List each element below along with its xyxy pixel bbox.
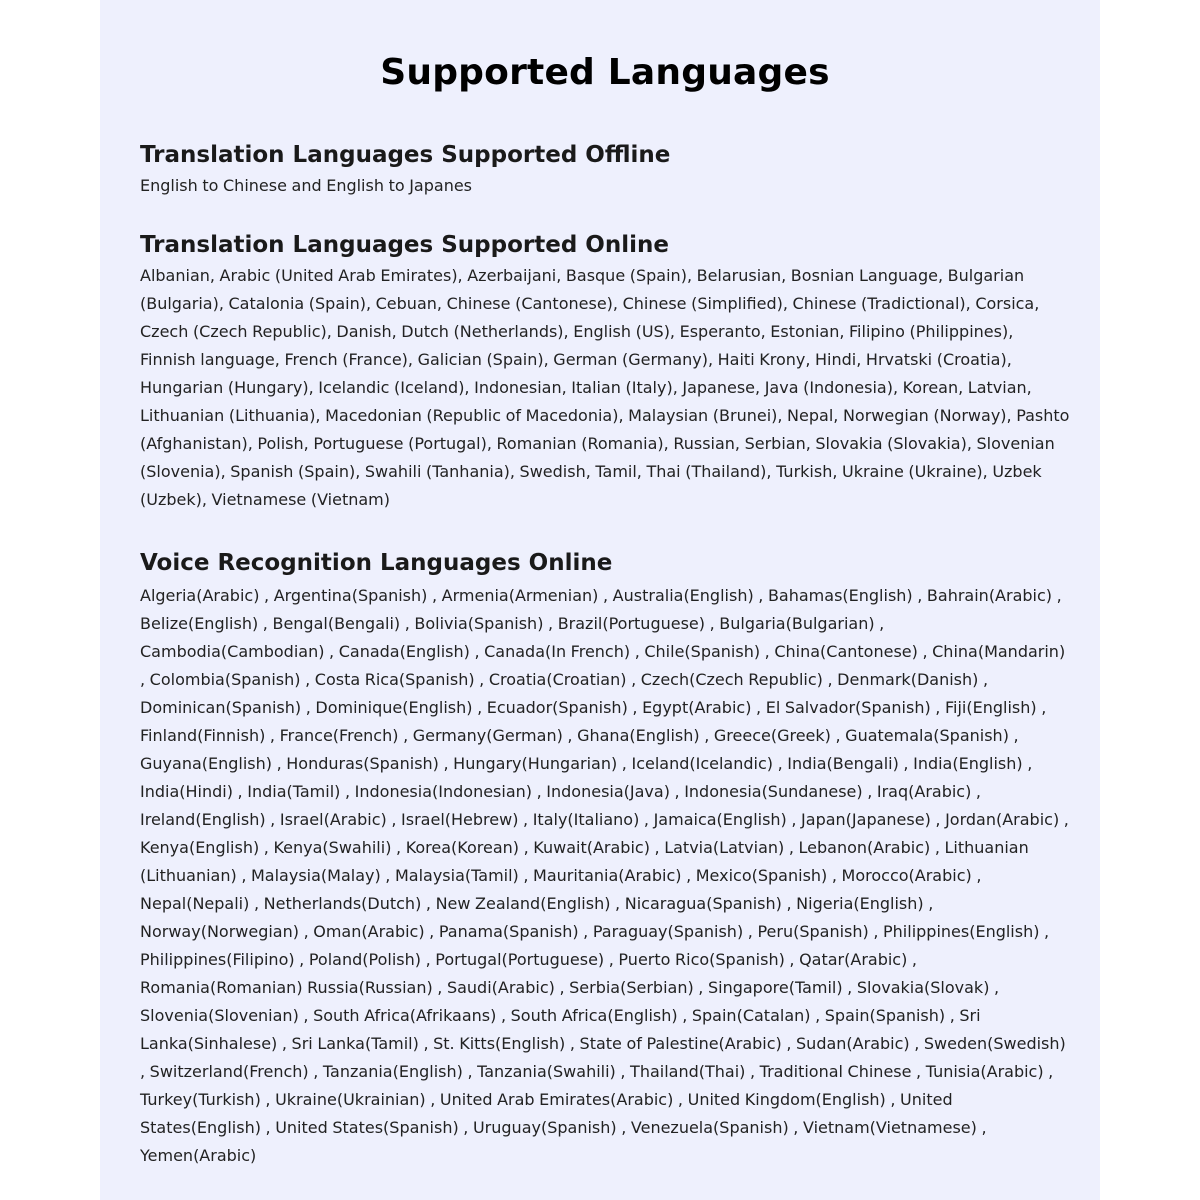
section-title: Translation Languages Supported Online [140, 232, 669, 258]
page-title: Supported Languages [380, 52, 830, 93]
section-body: English to Chinese and English to Japanes [140, 176, 473, 195]
section-body: Albanian, Arabic (United Arab Emirates), Azerbaijani, Basque (Spain), Belarusian, Bosnian Language, Bulgarian (Bulgaria), Catalonia (Spain), Cebuan, Chinese (Cantonese), Chinese (Simplified), Chinese (Tradictional), Corsica, Czech (Czech Republic), Danish, Dutch (Netherlands), English (US), Esperanto, Estonian, Filipino (Philippines), Finnish language, French (France), Galician (Spain), German (Germany), Haiti Krony, Hindi, Hrvatski (Croatia), Hungarian (Hungary), Icelandic (Iceland), Indonesian, Italian (Italy), Japanese, Java (Indonesia), Korean, Latvian, Lithuanian (Lithuania), Macedonian (Republic of Macedonia), Malaysian (Brunei), Nepal, Norwegian (Norway), Pashto (Afghanistan), Polish, Portuguese (Portugal), Romanian (Romania), Russian, Serbian, Slovakia (Slovakia), Slovenian (Slovenia), Spanish (Spain), Swahili (Tanhania), Swedish, Tamil, Thai (Thailand), Turkish, Ukraine (Ukraine), Uzbek (Uzbek), Vietnamese (Vietnam) [140, 266, 1070, 509]
section-body: Algeria(Arabic) , Argentina(Spanish) , Armenia(Armenian) , Australia(English) , Bahamas(English) , Bahrain(Arabic) , Belize(English) , Bengal(Bengali) , Bolivia(Spanish) , Brazil(Portuguese) , Bulgaria(Bulgarian) , Cambodia(Cambodian) , Canada(English) , Canada(In French) , Chile(Spanish) , China(Cantonese) , China(Mandarin) , Colombia(Spanish) , Costa Rica(Spanish) , Croatia(Croatian) , Czech(Czech Republic) , Denmark(Danish) , Dominican(Spanish) , Dominique(English) , Ecuador(Spanish) , Egypt(Arabic) , El Salvador(Spanish) , Fiji(English) , Finland(Finnish) , France(French) , Germany(German) , Ghana(English) , Greece(Greek) , Guatemala(Spanish) , Guyana(English) , Honduras(Spanish) , Hungary(Hungarian) , Iceland(Icelandic) , India(Bengali) , India(English) , India(Hindi) , India(Tamil) , Indonesia(Indonesian) , Indonesia(Java) , Indonesia(Sundanese) , Iraq(Arabic) , Ireland(English) , Israel(Arabic) , Israel(Hebrew) , Italy(Italiano) , Jamaica(English) , Japan(Japanese) , Jordan(Arabic) , Kenya(English) , Kenya(Swahili) , Korea(Korean) , Kuwait(Arabic) , Latvia(Latvian) , Lebanon(Arabic) , Lithuanian (Lithuanian) , Malaysia(Malay) , Malaysia(Tamil) , Mauritania(Arabic) , Mexico(Spanish) , Morocco(Arabic) , Nepal(Nepali) , Netherlands(Dutch) , New Zealand(English) , Nicaragua(Spanish) , Nigeria(English) , Norway(Norwegian) , Oman(Arabic) , Panama(Spanish) , Paraguay(Spanish) , Peru(Spanish) , Philippines(English) , Philippines(Filipino) , Poland(Polish) , Portugal(Portuguese) , Puerto Rico(Spanish) , Qatar(Arabic) , Romania(Romanian) Russia(Russian) , Saudi(Arabic) , Serbia(Serbian) , Singapore(Tamil) , Slovakia(Slovak) , Slovenia(Slovenian) , South Africa(Afrikaans) , South Africa(English) , Spain(Catalan) , Spain(Spanish) , Sri Lanka(Sinhalese) , Sri Lanka(Tamil) , St. Kitts(English) , State of Palestine(Arabic) , Sudan(Arabic) , Sweden(Swedish) , Switzerland(French) , Tanzania(English) , Tanzania(Swahili) , Thailand(Thai) , Traditional Chinese , Tunisia(Arabic) , Turkey(Turkish) , Ukraine(Ukrainian) , United Arab Emirates(Arabic) , United Kingdom(English) , United States(English) , United States(Spanish) , Uruguay(Spanish) , Venezuela(Spanish) , Vietnam(Vietnamese) , Yemen(Arabic) [140, 586, 1069, 1165]
section-title: Voice Recognition Languages Online [140, 550, 613, 576]
content-panel [100, 0, 1100, 1200]
section-title: Translation Languages Supported Offline [140, 142, 671, 168]
section-voice-recognition [140, 548, 1070, 1170]
section-online-translation [140, 230, 1070, 514]
section-offline-translation [140, 140, 1070, 200]
